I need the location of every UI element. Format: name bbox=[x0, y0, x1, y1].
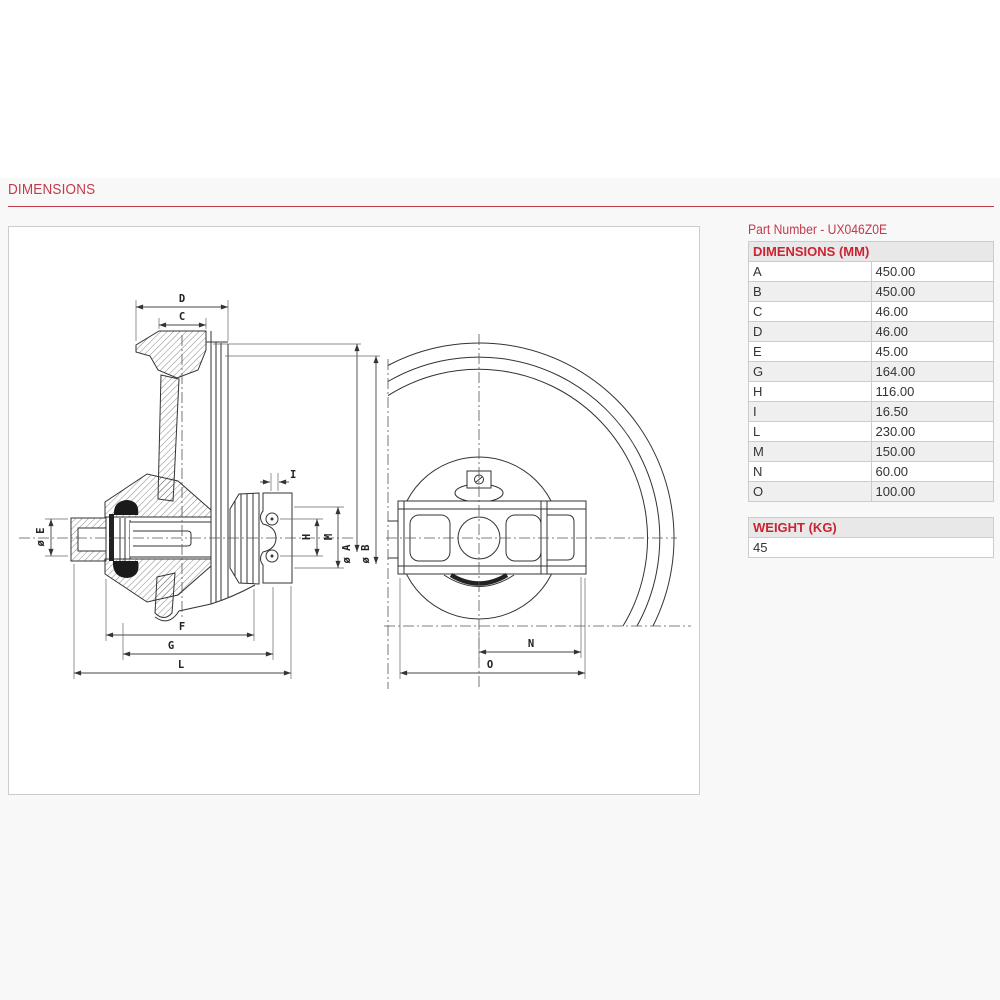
table-row bbox=[749, 482, 994, 502]
dimension-value: 46.00 bbox=[871, 322, 994, 342]
table-row bbox=[749, 262, 994, 282]
table-row bbox=[749, 282, 994, 302]
dimension-key: H bbox=[749, 382, 872, 402]
dimension-value: 46.00 bbox=[871, 302, 994, 322]
table-row bbox=[749, 362, 994, 382]
dimension-key: I bbox=[749, 402, 872, 422]
shaft-stub bbox=[71, 518, 106, 561]
dimension-value: 164.00 bbox=[871, 362, 994, 382]
table-row bbox=[749, 402, 994, 422]
dim-label-e: ø E bbox=[35, 527, 47, 547]
part-number-title: Part Number - UX046Z0E bbox=[748, 222, 888, 237]
dim-label-c: C bbox=[178, 311, 186, 323]
dimensions-table-header: DIMENSIONS (MM) bbox=[749, 242, 994, 262]
dimension-value: 450.00 bbox=[871, 282, 994, 302]
dimension-key: D bbox=[749, 322, 872, 342]
dim-label-a: ø A bbox=[341, 544, 353, 564]
dimension-key: C bbox=[749, 302, 872, 322]
bearing-barrel bbox=[230, 493, 259, 584]
table-row bbox=[749, 442, 994, 462]
dimensions-table bbox=[748, 241, 994, 502]
table-row bbox=[749, 382, 994, 402]
weight-row bbox=[749, 538, 994, 558]
dimension-value: 16.50 bbox=[871, 402, 994, 422]
dimension-key: M bbox=[749, 442, 872, 462]
dimension-value: 116.00 bbox=[871, 382, 994, 402]
dim-label-i: I bbox=[290, 469, 297, 481]
dimension-key: E bbox=[749, 342, 872, 362]
right-view-elevation bbox=[388, 343, 674, 626]
left-view-section bbox=[71, 331, 292, 621]
dimension-key: B bbox=[749, 282, 872, 302]
dim-label-l: L bbox=[177, 659, 185, 671]
dimension-value: 450.00 bbox=[871, 262, 994, 282]
dimension-key: N bbox=[749, 462, 872, 482]
dimension-value: 45.00 bbox=[871, 342, 994, 362]
heading-divider bbox=[8, 206, 994, 207]
part-number-title-wrap bbox=[748, 222, 994, 238]
table-row bbox=[749, 342, 994, 362]
dimension-key: G bbox=[749, 362, 872, 382]
dimensions-table-body bbox=[749, 262, 994, 502]
dimension-value: 100.00 bbox=[871, 482, 994, 502]
sidebar bbox=[748, 222, 994, 558]
dim-label-o: O bbox=[486, 659, 494, 671]
dimension-value: 60.00 bbox=[871, 462, 994, 482]
page-heading: DIMENSIONS bbox=[8, 181, 96, 198]
page-heading-wrap bbox=[8, 181, 105, 198]
dimension-key: A bbox=[749, 262, 872, 282]
dim-label-b: ø B bbox=[360, 544, 372, 564]
table-row bbox=[749, 462, 994, 482]
dimension-value: 230.00 bbox=[871, 422, 994, 442]
weight-table bbox=[748, 517, 994, 558]
table-row bbox=[749, 422, 994, 442]
dim-label-h: H bbox=[301, 533, 313, 541]
dim-label-n: N bbox=[527, 638, 535, 650]
dim-label-d: D bbox=[178, 293, 186, 305]
dim-label-f: F bbox=[178, 621, 186, 633]
weight-value: 45 bbox=[749, 538, 994, 558]
dim-label-g: G bbox=[167, 640, 175, 652]
dim-label-m: M bbox=[323, 533, 335, 541]
dimension-value: 150.00 bbox=[871, 442, 994, 462]
dimension-key: O bbox=[749, 482, 872, 502]
technical-drawing bbox=[9, 227, 699, 794]
weight-table-header: WEIGHT (KG) bbox=[749, 518, 994, 538]
table-row bbox=[749, 302, 994, 322]
drawing-panel bbox=[8, 226, 700, 795]
dimension-key: L bbox=[749, 422, 872, 442]
table-row bbox=[749, 322, 994, 342]
